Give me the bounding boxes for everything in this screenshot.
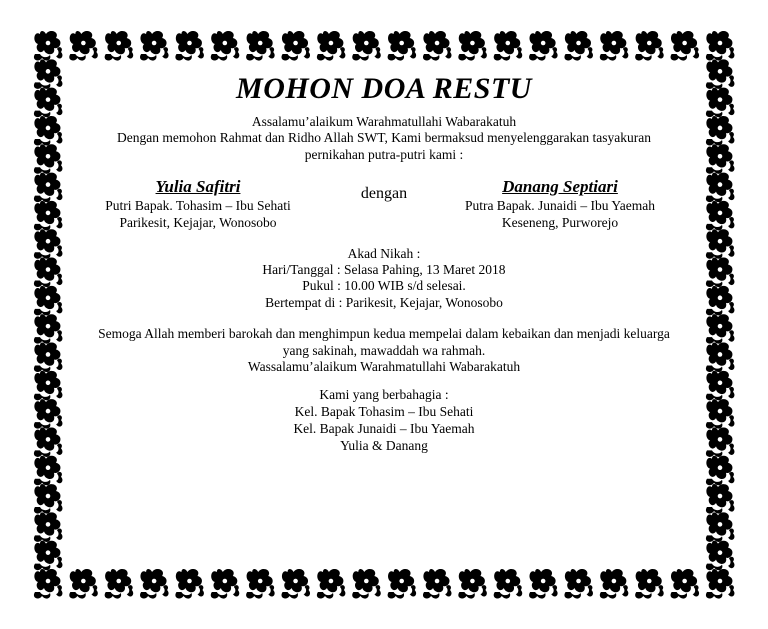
flower-ornament [352,31,381,61]
invitation-content [66,64,702,564]
flower-ornament [706,314,735,344]
flower-ornament [34,512,63,542]
flower-ornament [34,88,63,118]
flower-ornament [600,569,629,599]
intro-text: Dengan memohon Rahmat dan Ridho Allah SWT, Kami bermaksud menyelenggarakan tasyakuran [117,130,651,145]
bride-address: Parikesit, Kejajar, Wonosobo [119,215,277,230]
flower-ornament [175,569,204,599]
flower-ornament [671,569,700,599]
greeting: Assalamu’alaikum Warahmatullahi Wabarakatuh [251,114,517,129]
closing-greeting: Wassalamu’alaikum Warahmatullahi Wabarakatuh [247,359,521,374]
flower-ornament [564,31,593,61]
signoff-family-1: Kel. Bapak Tohasim – Ibu Sehati [294,404,474,419]
groom-parents: Putra Bapak. Junaidi – Ibu Yaemah [464,198,656,213]
flower-ornament [246,569,275,599]
flower-ornament [706,427,735,457]
flower-ornament [706,144,735,174]
groom-block [442,177,678,231]
flower-ornament [34,286,63,316]
bride-parents: Putri Bapak. Tohasim – Ibu Sehati [105,198,291,213]
flower-ornament [458,569,487,599]
flower-ornament [34,258,63,288]
bride-block [80,177,316,231]
flower-ornament [34,456,63,486]
flower-ornament [34,201,63,231]
flower-ornament [706,201,735,231]
flower-ornament [706,342,735,372]
flower-ornament [529,569,558,599]
flower-ornament [34,31,63,61]
groom-name: Danang Septiari [502,177,618,196]
prayer-text-2: yang sakinah, mawaddah wa rahmah. [282,343,486,358]
flower-ornament [529,31,558,61]
flower-ornament [671,31,700,61]
flower-ornament [69,31,98,61]
flower-ornament [34,569,63,599]
flower-ornament [34,371,63,401]
bride-name: Yulia Safitri [155,177,241,196]
flower-ornament [706,258,735,288]
akad-place: Bertempat di : Parikesit, Kejajar, Wonosobo [265,295,503,310]
flower-ornament [706,512,735,542]
flower-ornament [281,569,310,599]
flower-ornament [34,427,63,457]
flower-ornament [706,116,735,146]
prayer-text: Semoga Allah memberi barokah dan menghimpun kedua mempelai dalam kebaikan dan menjadi keluarga [98,326,670,341]
flower-ornament [706,569,735,599]
flower-ornament [635,569,664,599]
flower-ornament [494,569,523,599]
flower-ornament [140,569,169,599]
flower-ornament [635,31,664,61]
flower-ornament [34,541,63,571]
flower-ornament [175,31,204,61]
flower-ornament [494,31,523,61]
akad-heading: Akad Nikah : [347,246,421,261]
flower-ornament [34,342,63,372]
flower-ornament [352,569,381,599]
groom-address: Keseneng, Purworejo [501,215,619,230]
flower-ornament [706,286,735,316]
flower-ornament [423,31,452,61]
flower-ornament [34,229,63,259]
flower-ornament [706,541,735,571]
flower-ornament [34,144,63,174]
flower-ornament [706,173,735,203]
flower-ornament [706,229,735,259]
flower-ornament [458,31,487,61]
signoff-couple: Yulia & Danang [340,438,428,453]
flower-ornament [211,31,240,61]
flower-ornament [388,31,417,61]
flower-ornament [211,569,240,599]
flower-ornament [105,569,134,599]
akad-time: Pukul : 10.00 WIB s/d selesai. [302,278,466,293]
signoff-family-2: Kel. Bapak Junaidi – Ibu Yaemah [293,421,475,436]
flower-ornament [317,31,346,61]
signoff-heading: Kami yang berbahagia : [319,387,449,402]
flower-ornament [140,31,169,61]
flower-ornament [34,59,63,89]
flower-ornament [706,59,735,89]
flower-ornament [706,399,735,429]
connector-text: dengan [360,185,408,202]
intro-text-2: pernikahan putra-putri kami : [304,147,464,162]
flower-ornament [105,31,134,61]
flower-ornament [423,569,452,599]
flower-ornament [281,31,310,61]
flower-ornament [317,569,346,599]
flower-ornament [69,569,98,599]
flower-ornament [706,371,735,401]
flower-ornament [706,31,735,61]
flower-ornament [34,173,63,203]
flower-ornament [246,31,275,61]
flower-ornament [706,484,735,514]
flower-ornament [600,31,629,61]
flower-ornament [34,399,63,429]
flower-ornament [706,456,735,486]
flower-ornament [34,484,63,514]
akad-date: Hari/Tanggal : Selasa Pahing, 13 Maret 2018 [262,262,506,277]
flower-ornament [706,88,735,118]
flower-ornament [564,569,593,599]
flower-ornament [34,116,63,146]
page-title: MOHON DOA RESTU [236,72,532,105]
flower-ornament [388,569,417,599]
